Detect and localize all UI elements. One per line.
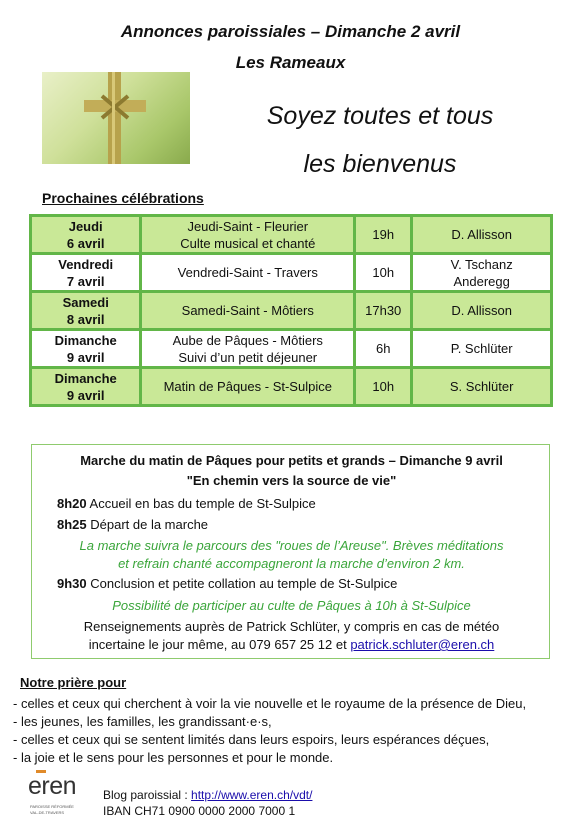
welcome-line-1: Soyez toutes et tous [266,102,494,130]
day-label: Samedi [62,294,109,310]
marche-possibility: Possibilité de participer au culte de Pâques à 10h à St-Sulpice [112,598,471,613]
eren-logo [28,770,88,820]
marche-info-1: Renseignements auprès de Patrick Schlüter, y compris en cas de météo [83,619,500,634]
day-label: Dimanche [54,370,117,386]
date-label: 8 avril [66,311,105,327]
place-label: Jeudi-Saint - Fleurier [187,218,309,234]
day-cell [32,293,139,328]
date-label: 7 avril [66,273,105,289]
date-label: 9 avril [66,349,105,365]
place-detail: Suivi d’un petit déjeuner [178,349,318,365]
place-detail: Culte musical et chanté [180,235,316,251]
place-cell [142,255,353,290]
place-label: Samedi-Saint - Môtiers [181,303,314,318]
table-row [32,255,550,290]
step-1 [57,496,316,511]
step-text: Accueil en bas du temple de St-Sulpice [86,496,316,511]
officiant-cell [413,217,550,252]
prayer-title: Notre prière pour [20,675,127,690]
time-cell: 19h [356,217,410,252]
officiant-name: P. Schlüter [450,341,513,356]
prayer-item: - la joie et le sens pour les personnes et pour le monde. [13,750,334,765]
officiant-name: V. Tschanz [450,256,513,272]
time-cell: 6h [356,331,410,366]
place-label: Vendredi-Saint - Travers [177,265,318,280]
iban-line: IBAN CH71 0900 0000 2000 7000 1 [103,804,296,818]
logo-text: eren [28,772,77,800]
day-cell [32,217,139,252]
place-cell [142,331,353,366]
marche-box [31,444,550,659]
place-cell [142,369,353,404]
day-label: Dimanche [54,332,117,348]
day-cell [32,331,139,366]
date-label: 9 avril [66,387,105,403]
prayer-item: - celles et ceux qui cherchent à voir la vie nouvelle et le royaume de la présence de Dieu, [13,696,527,711]
officiant-name: D. Allisson [451,303,513,318]
step-time: 9h30 [57,576,87,591]
officiant-name: S. Schlüter [449,379,514,394]
marche-note-1: La marche suivra le parcours des "roues de l’Areuse". Brèves méditations [79,538,504,553]
prayer-item: - celles et ceux qui se sentent limités dans leurs espoirs, leurs espérances déçues, [13,732,490,747]
marche-info-2 [32,637,551,652]
step-text: Départ de la marche [86,517,209,532]
cross-photo [42,72,190,164]
time-cell: 17h30 [356,293,410,328]
table-row [32,293,550,328]
day-label: Jeudi [68,218,103,234]
officiant-cell [413,331,550,366]
logo-sub-2: VAL-DE-TRAVERS [30,810,65,815]
place-cell [142,217,353,252]
celebrations-table [29,214,553,407]
welcome-line-2: les bienvenus [303,150,457,178]
time-cell: 10h [356,255,410,290]
blog-line [103,788,312,802]
blog-link[interactable]: http://www.eren.ch/vdt/ [191,788,313,802]
officiant-name: D. Allisson [451,227,513,242]
marche-title: Marche du matin de Pâques pour petits et grands – Dimanche 9 avril [80,453,503,468]
step-2 [57,517,208,532]
place-cell [142,293,353,328]
officiant-cell [413,369,550,404]
day-label: Vendredi [58,256,114,272]
marche-note-2: et refrain chanté accompagneront la marche d’environ 2 km. [118,556,465,571]
email-link[interactable]: patrick.schluter@eren.ch [350,637,495,652]
step-time: 8h25 [57,517,87,532]
date-label: 6 avril [66,235,105,251]
blog-label: Blog paroissial : [103,788,192,802]
logo-sub-1: PAROISSE RÉFORMÉE [30,804,74,809]
prayer-item: - les jeunes, les familles, les grandissant·e·s, [13,714,272,729]
officiant-cell [413,255,550,290]
table-row [32,217,550,252]
day-cell [32,255,139,290]
marche-subtitle: "En chemin vers la source de vie" [186,473,397,488]
day-cell [32,369,139,404]
info-text: incertaine le jour même, au 079 657 25 12 et [88,637,351,652]
step-3 [57,576,397,591]
time-cell: 10h [356,369,410,404]
page-subtitle: Les Rameaux [235,53,346,72]
place-label: Matin de Pâques - St-Sulpice [163,379,332,394]
step-time: 8h20 [57,496,87,511]
table-row [32,331,550,366]
officiant-name-2: Anderegg [453,273,510,289]
officiant-cell [413,293,550,328]
table-row [32,369,550,404]
place-label: Aube de Pâques - Môtiers [172,332,323,348]
section-title-celebrations: Prochaines célébrations [42,190,204,206]
page-title: Annonces paroissiales – Dimanche 2 avril [120,22,461,41]
step-text: Conclusion et petite collation au temple de St-Sulpice [86,576,398,591]
palm-cross-icon [42,72,190,164]
